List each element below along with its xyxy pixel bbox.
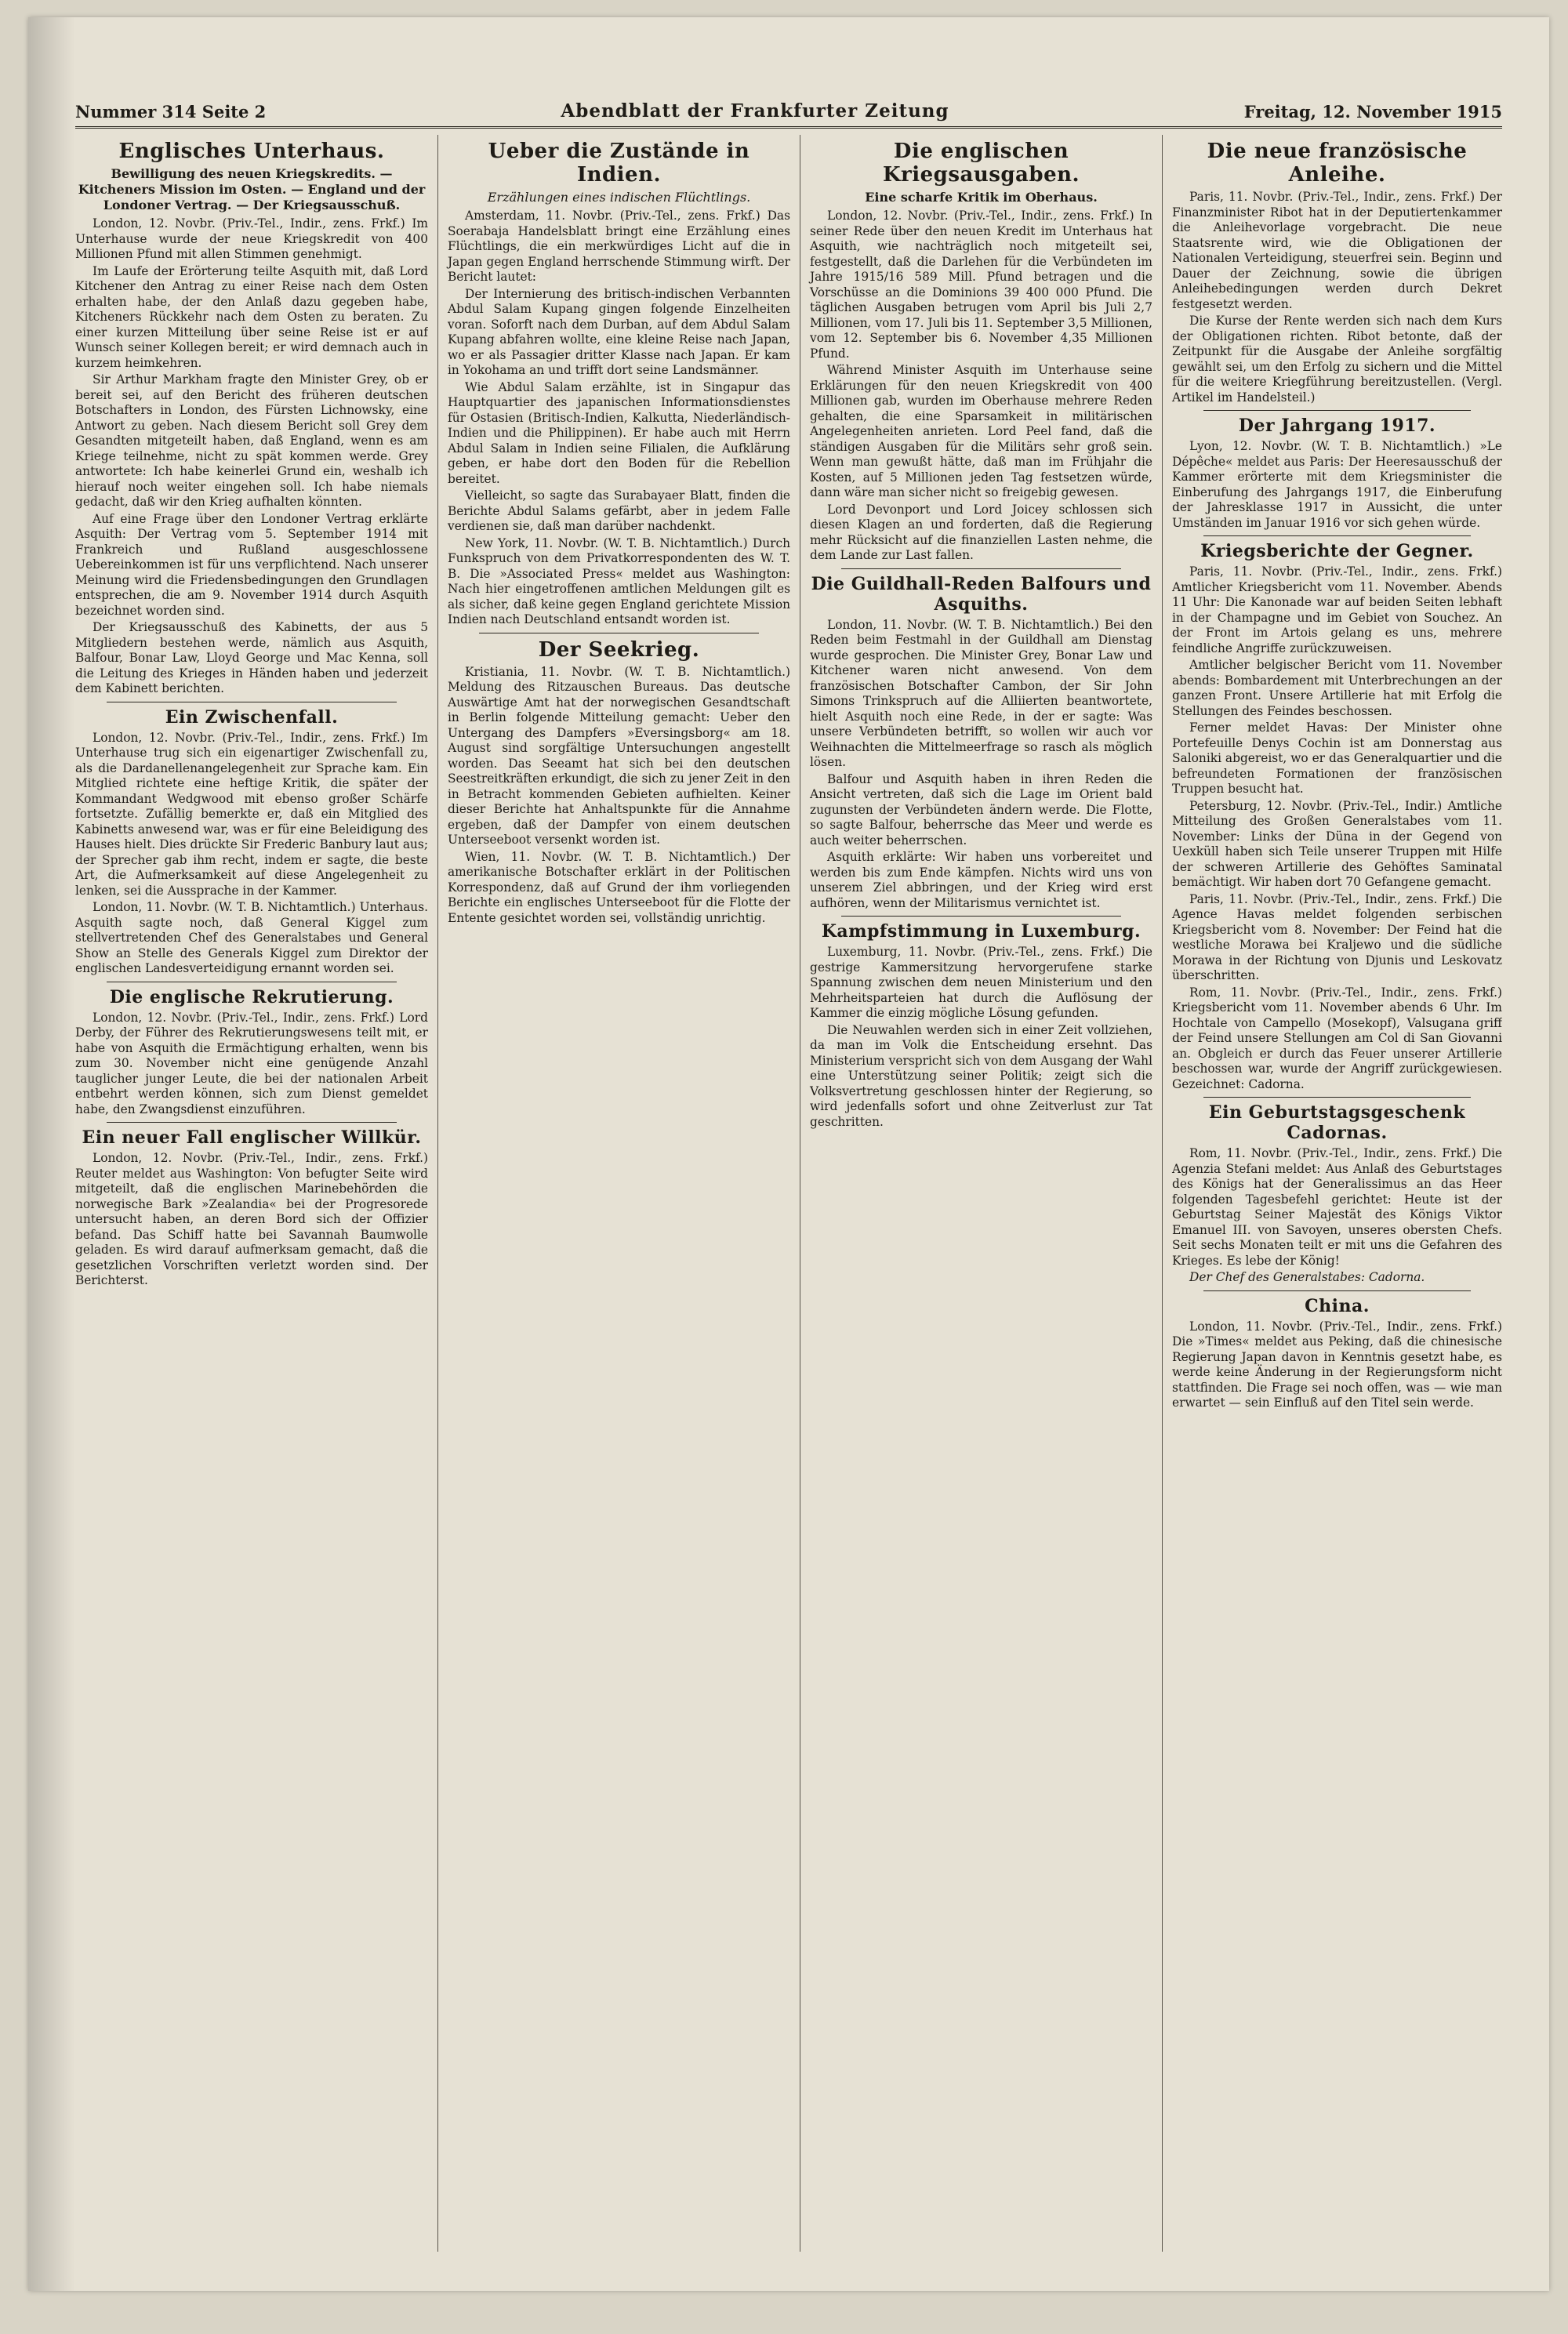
section-divider [107, 1122, 397, 1123]
article-headline: Die englischen Kriegsausgaben. [882, 140, 1080, 187]
article-headline: Kriegsberichte der Gegner. [1200, 541, 1474, 561]
article-paragraph: Balfour und Asquith haben in ihren Reden die Ansicht vertreten, daß sich die Lage im Orient bald zugunsten der Verbündeten ändern werde. Die Flotte, so sagte Balfour, beherrsche das Meer und werde es auch weiter beherrschen. [810, 771, 1152, 848]
article-headline: Der Jahrgang 1917. [1238, 416, 1436, 436]
article-subheadline: Erzählungen eines indischen Flüchtlings. [487, 190, 751, 205]
section-divider [841, 568, 1121, 569]
article-headline: Ein Zwischenfall. [165, 706, 339, 728]
section-divider [841, 916, 1121, 917]
article-paragraph: Amtlicher belgischer Bericht vom 11. November abends: Bombardement mit Unterbrechungen an der ganzen Front. Unsere Artillerie hat mit Erfolg die Stellungen des Feindes beschossen. [1172, 658, 1502, 718]
section-divider [1203, 535, 1471, 536]
article-paragraph: Paris, 11. Novbr. (Priv.-Tel., Indir., zens. Frkf.) Der Finanzminister Ribot hat in der Deputiertenkammer die Anleihevorlage vorgebracht. Die neue Staatsrente wird, wie die Obligationen der Nationalen Verteidigung, steuerfrei sein. Beginn und Dauer der Zeichnung, sowie die übrigen Anleihebedingungen werden durch Dekret festgesetzt werden. [1172, 190, 1502, 311]
article-paragraph: Rom, 11. Novbr. (Priv.-Tel., Indir., zens. Frkf.) Kriegsbericht vom 11. November abends 6 Uhr. Im Hochtale von Campello (Mosekopf), Valsugana griff der Feind unsere Stellungen am Col di San Giovanni an. Obgleich er durch das Feuer unserer Artillerie beschossen war, wurde der Angriff zurückgewiesen. Gezeichnet: Cadorna. [1172, 985, 1502, 1091]
article-paragraph: Im Laufe der Erörterung teilte Asquith mit, daß Lord Kitchener den Antrag zu einer Reise nach dem Osten erhalten habe, der den Anlaß dazu gegeben habe, Kitcheners Rückkehr nach dem Osten zu beraten. Zu einer kurzen Mitteilung über seine Reise ist er auf Wunsch seiner Kollegen bereit; er wird demnach auch in kurzem heimkehren. [75, 263, 428, 370]
article-paragraph: London, 12. Novbr. (Priv.-Tel., Indir., zens. Frkf.) Im Unterhause wurde der neue Kriegskredit von 400 Millionen Pfund mit allen Stimmen genehmigt. [75, 216, 428, 261]
article-paragraph: Die Neuwahlen werden sich in einer Zeit vollziehen, da man im Volk die Entscheidung ersehnt. Das Ministerium verspricht sich von dem Ausgang der Wahl eine Unterstützung seiner Politik; zeigt sich die Volksvertretung geschlossen hinter der Regierung, so wird jedenfalls sofort und ohne Zeitverlust zur Tat geschritten. [810, 1022, 1152, 1129]
section-divider [1203, 1290, 1471, 1291]
article-headline: Ein neuer Fall englischer Willkür. [82, 1127, 422, 1148]
article-paragraph: London, 12. Novbr. (Priv.-Tel., Indir., zens. Frkf.) Im Unterhause trug sich ein eigenartiger Zwischenfall zu, als die Dardanellenangelegenheit zur Sprache kam. Ein Mitglied richtete eine heftige Kritik, die später der Kommandant Wedgwood mit ebenso großer Schärfe fortsetzte. Zufällig bemerkte er, daß ein Mitglied des Kabinetts anwesend war, was er für eine Beleidigung des Hauses hielt. Dies drückte Sir Frederic Banbury laut aus; der Sprecher gab ihm recht, indem er sagte, die beste Art, die Aufmerksamkeit auf diese Angelegenheit zu lenken, sei die Aussprache in der Kammer. [75, 730, 428, 898]
newspaper-title: Abendblatt der Frankfurter Zeitung [561, 100, 949, 122]
article-subheadline: Eine scharfe Kritik im Oberhaus. [865, 190, 1098, 205]
masthead [75, 85, 1502, 129]
column-2 [437, 135, 790, 2252]
article-paragraph: Vielleicht, so sagte das Surabayaer Blatt, finden die Berichte Abdul Salams gefärbt, aber in jedem Falle verdienen sie, daß man darüber nachdenkt. [448, 488, 790, 533]
article-paragraph: Petersburg, 12. Novbr. (Priv.-Tel., Indir.) Amtliche Mitteilung des Großen Generalstabes vom 11. November: Links der Düna in der Gegend von Uexküll haben sich Teile unserer Truppen mit Hilfe der schweren Artillerie des Gehöftes Saminatal bemächtigt. Wir haben dort 70 Gefangene gemacht. [1172, 798, 1502, 889]
article-paragraph: Während Minister Asquith im Unterhause seine Erklärungen für den neuen Kriegskredit von 400 Millionen gab, wurden im Oberhause mehrere Reden gehalten, die eine Sparsamkeit in militärischen Angelegenheiten anrieten. Lord Peel fand, daß die ständigen Ausgaben für die Militärs sehr groß sein. Wenn man gewußt hätte, daß man im Frühjahr die Kosten, auf 5 Millionen jeden Tag festsetzen würde, dann wäre man sicher nicht so freigebig gewesen. [810, 363, 1152, 499]
article-paragraph: Luxemburg, 11. Novbr. (Priv.-Tel., zens. Frkf.) Die gestrige Kammersitzung hervorgerufene starke Spannung zwischen dem neuen Ministerium und den Mehrheitsparteien hat durch die Auflösung der Kammer die einzig mögliche Lösung gefunden. [810, 945, 1152, 1020]
section-divider [1203, 1097, 1471, 1098]
article-signature: Der Chef des Generalstabes: Cadorna. [1189, 1270, 1425, 1284]
article-paragraph: New York, 11. Novbr. (W. T. B. Nichtamtlich.) Durch Funkspruch von dem Privatkorrespondenten des W. T. B. Die »Associated Press« meldet aus Washington: Nach hier eingetroffenen amtlichen Meldungen gilt es als sicher, daß keine gegen England gerichtete Mission Indien nach Deutschland entsandt worden ist. [448, 535, 790, 626]
article-headline: Der Seekrieg. [538, 637, 700, 662]
newspaper-page [28, 17, 1549, 2291]
issue-page-number: Nummer 314 Seite 2 [75, 102, 267, 122]
article-headline: China. [1305, 1295, 1370, 1316]
article-paragraph: London, 12. Novbr. (Priv.-Tel., Indir., zens. Frkf.) In seiner Rede über den neuen Kredit im Unterhaus hat Asquith, wie nachträglich noch mitgeteilt sei, festgestellt, daß die Darlehen für die Verbündeten im Jahre 1915/16 589 Mill. Pfund betragen und die Vorschüsse an die Dominions 39 400 000 Pfund. Die täglichen Ausgaben betrugen vom April bis Juli 2,7 Millionen, vom 17. Juli bis 11. September 3,5 Millionen, vom 12. September bis 6. November 4,35 Millionen Pfund. [810, 209, 1152, 361]
article-paragraph: Asquith erklärte: Wir haben uns vorbereitet und werden bis zum Ende kämpfen. Nichts wird uns von unserem Ziel abbringen, und der Krieg wird erst aufhören, wenn der Militarismus vernichtet ist. [810, 850, 1152, 910]
article-paragraph: Wie Abdul Salam erzählte, ist in Singapur das Hauptquartier des japanischen Informationsdienstes für Ostasien (Britisch-Indien, Kalkutta, Niederländisch-Indien und die Philippinen). Er habe auch mit Herrn Abdul Salam in Indien seine Filialen, die Aufklärung geben, er habe dort den Boden für die Rebellion bereitet. [448, 379, 790, 486]
page-fold-shadow [28, 17, 75, 2291]
article-paragraph: Lord Devonport und Lord Joicey schlossen sich diesen Klagen an und forderten, daß die Regierung mehr Rücksicht auf die finanziellen Lasten nehme, die dem Lande zur Last fallen. [810, 502, 1152, 562]
article-paragraph: London, 11. Novbr. (W. T. B. Nichtamtlich.) Bei den Reden beim Festmahl in der Guildhall am Dienstag wurde gesprochen. Die Minister Grey, Bonar Law und Kitchener waren nicht anwesend. Von dem französischen Botschafter Cambon, der Sir John Simons Trinkspruch auf die Alliierten beantwortete, hielt Asquith noch eine Rede, in der er sagte: Was unsere Verbündeten betrifft, so wollen wir auch vor Weihnachten die Mittelmeerfrage so rasch als möglich lösen. [810, 617, 1152, 769]
article-headline: Die Guildhall-Reden Balfours und Asquiths. [811, 573, 1152, 615]
article-paragraph: London, 11. Novbr. (W. T. B. Nichtamtlich.) Unterhaus. Asquith sagte noch, daß General Kiggel zum stellvertretenden Chef des Generalstabes und General Show an Stelle des Generals Kiggel zum Direktor der englischen Landesverteidigung ernannt worden sei. [75, 900, 428, 975]
article-headline: Ein Geburtstagsgeschenk Cadornas. [1208, 1102, 1466, 1143]
column-1 [75, 135, 428, 2252]
article-headline: Die neue französische Anleihe. [1207, 140, 1468, 187]
article-headline: Englisches Unterhaus. [118, 140, 385, 163]
article-headline: Ueber die Zustände in Indien. [488, 140, 750, 187]
article-paragraph: Der Kriegsausschuß des Kabinetts, der aus 5 Mitgliedern bestehen werde, nämlich aus Asquith, Balfour, Bonar Law, Lloyd George und Mac Kenna, soll die Leitung des Krieges in Händen haben und jederzeit dem Kabinett berichten. [75, 620, 428, 695]
article-columns [75, 135, 1502, 2252]
article-paragraph: Der Internierung des britisch-indischen Verbannten Abdul Salam Kupang gingen folgende Einzelheiten voran. Soforft nach dem Durban, auf dem Abdul Salam Kupang abfahren wollte, eine kleine Reise nach Japan, wo er als Passagier dritter Klasse nach Japan. Er kam in Yokohama an und trifft dort seine Landsmänner. [448, 286, 790, 377]
article-paragraph: Wien, 11. Novbr. (W. T. B. Nichtamtlich.) Der amerikanische Botschafter erklärt in der Politischen Korrespondenz, daß auf Grund der ihm vorliegenden Berichte ein englisches Unterseeboot für die Flotte der Entente gesichtet worden sei, vollständig unrichtig. [448, 849, 790, 925]
article-paragraph: London, 11. Novbr. (Priv.-Tel., Indir., zens. Frkf.) Die »Times« meldet aus Peking, daß die chinesische Regierung Japan davon in Kenntnis gesetzt habe, es werde keine Änderung in der Regierungsform nicht stattfinden. Die Frage sei noch offen, was — wie man erwartet — sein Einfluß auf den Titel sein werde. [1172, 1319, 1502, 1410]
article-paragraph: Paris, 11. Novbr. (Priv.-Tel., Indir., zens. Frkf.) Amtlicher Kriegsbericht vom 11. November. Abends 11 Uhr: Die Kanonade war auf beiden Seiten lebhaft in der Champagne und im Gebiet von Souchez. An der Front im Artois gelang es uns, mehrere feindliche Angriffe zurückzuweisen. [1172, 564, 1502, 655]
article-paragraph: London, 12. Novbr. (Priv.-Tel., Indir., zens. Frkf.) Reuter meldet aus Washington: Von befugter Seite wird mitgeteilt, daß die englischen Marinebehörden die norwegische Bark »Zealandia« bei der Progresorede untersucht haben, an deren Bord sich der Offizier befand. Das Schiff hatte bei Savannah Baumwolle geladen. Es wird darauf aufmerksam gemacht, daß die gesetzlichen Vorschriften verletzt worden sind. Der Berichterst. [75, 1151, 428, 1287]
column-3 [800, 135, 1152, 2252]
article-paragraph: Die Kurse der Rente werden sich nach dem Kurs der Obligationen richten. Ribot betonte, daß der Zeitpunkt für die Ausgabe der Anleihe sorgfältig gewählt sei, um den Erfolg zu sichern und die Mittel für die weitere Kriegführung bereitzustellen. (Vergl. Artikel im Handelsteil.) [1172, 314, 1502, 405]
article-paragraph: Kristiania, 11. Novbr. (W. T. B. Nichtamtlich.) Meldung des Ritzauschen Bureaus. Das deutsche Auswärtige Amt hat der norwegischen Gesandtschaft in Berlin folgende Mitteilung gemacht: Ueber den Untergang des Dampfers »Eversingsborg« am 18. August sind sorgfältige Untersuchungen angestellt worden. Das Seeamt hat sich bei den deutschen Seestreitkräften erkundigt, die sich zu jener Zeit in den in Betracht kommenden Gebieten aufhielten. Keiner dieser Berichte hat Anhaltspunkte für die Annahme ergeben, daß der Dampfer von einem deutschen Unterseeboot versenkt worden ist. [448, 664, 790, 847]
issue-date: Freitag, 12. November 1915 [1243, 102, 1502, 122]
article-paragraph: Ferner meldet Havas: Der Minister ohne Portefeuille Denys Cochin ist am Donnerstag aus Saloniki abgereist, wo er das Generalquartier und die befreundeten Formationen der französischen Truppen besucht hat. [1172, 721, 1502, 796]
article-headline: Die englische Rekrutierung. [109, 986, 394, 1007]
column-4 [1162, 135, 1502, 2252]
article-paragraph: London, 12. Novbr. (Priv.-Tel., Indir., zens. Frkf.) Lord Derby, der Führer des Rekrutierungswesens teilt mit, er habe von Asquith die Ermächtigung erhalten, wenn bis zum 30. November nicht eine genügende Anzahl tauglicher junger Leute, die bei der nationalen Arbeit entbehrt werden können, sich zum Dienst gemeldet habe, den Zwangsdienst einzuführen. [75, 1010, 428, 1116]
article-headline: Kampfstimmung in Luxemburg. [821, 921, 1142, 942]
article-paragraph: Lyon, 12. Novbr. (W. T. B. Nichtamtlich.) »Le Dépêche« meldet aus Paris: Der Heeresausschuß der Kammer erörterte mit dem Kriegsminister die Einberufung des Jahrgangs 1917, die Einberufung der Jahresklasse 1917 in Aussicht, die unter Umständen im Januar 1916 vor sich gehen würde. [1172, 439, 1502, 530]
article-paragraph: Paris, 11. Novbr. (Priv.-Tel., Indir., zens. Frkf.) Die Agence Havas meldet folgenden serbischen Kriegsbericht vom 8. November: Der Feind hat die westliche Morawa bei Kraljewo und die südliche Morawa in der Richtung von Djunis und Leskovatz überschritten. [1172, 891, 1502, 982]
section-divider [1203, 410, 1471, 411]
article-paragraph: Auf eine Frage über den Londoner Vertrag erklärte Asquith: Der Vertrag vom 5. September 1914 mit Frankreich und Rußland ausgeschlossene Uebereinkommen ist für uns verpflichtend. Nach unserer Meinung wird die Friedensbedingungen den Grundlagen entsprechen, die am 9. November 1914 durch Asquith bezeichnet worden sind. [75, 511, 428, 618]
article-subheadline: Bewilligung des neuen Kriegskredits. — Kitcheners Mission im Osten. — England und der Londoner Vertrag. — Der Kriegsausschuß. [78, 166, 426, 212]
article-paragraph: Amsterdam, 11. Novbr. (Priv.-Tel., zens. Frkf.) Das Soerabaja Handelsblatt bringt eine Erzählung eines Flüchtlings, die ein merkwürdiges Licht auf die in Japan gegen England herrschende Stimmung wirft. Der Bericht lautet: [448, 209, 790, 284]
article-paragraph: Rom, 11. Novbr. (Priv.-Tel., Indir., zens. Frkf.) Die Agenzia Stefani meldet: Aus Anlaß des Geburtstages des Königs hat der Generalissimus an das Heer folgenden Tagesbefehl gerichtet: Heute ist der Geburtstag Seiner Majestät des Königs Viktor Emanuel III. von Savoyen, unseres obersten Chefs. Seit sechs Monaten teilt er mit uns die Gefahren des Krieges. Es lebe der König! [1172, 1146, 1502, 1268]
article-paragraph: Sir Arthur Markham fragte den Minister Grey, ob er bereit sei, auf den Bericht des früheren deutschen Botschafters in London, des Fürsten Lichnowsky, eine Antwort zu geben. Nach diesem Bericht soll Grey dem Gesandten mitgeteilt haben, daß England, wenn es am Kriege teilnehme, nicht zu spät kommen werde. Grey antwortete: Ich habe keinerlei Grund ein, weshalb ich hierauf noch weiter eingehen soll. Ich habe niemals gedacht, daß wir den Krieg aufhalten könnten. [75, 372, 428, 509]
